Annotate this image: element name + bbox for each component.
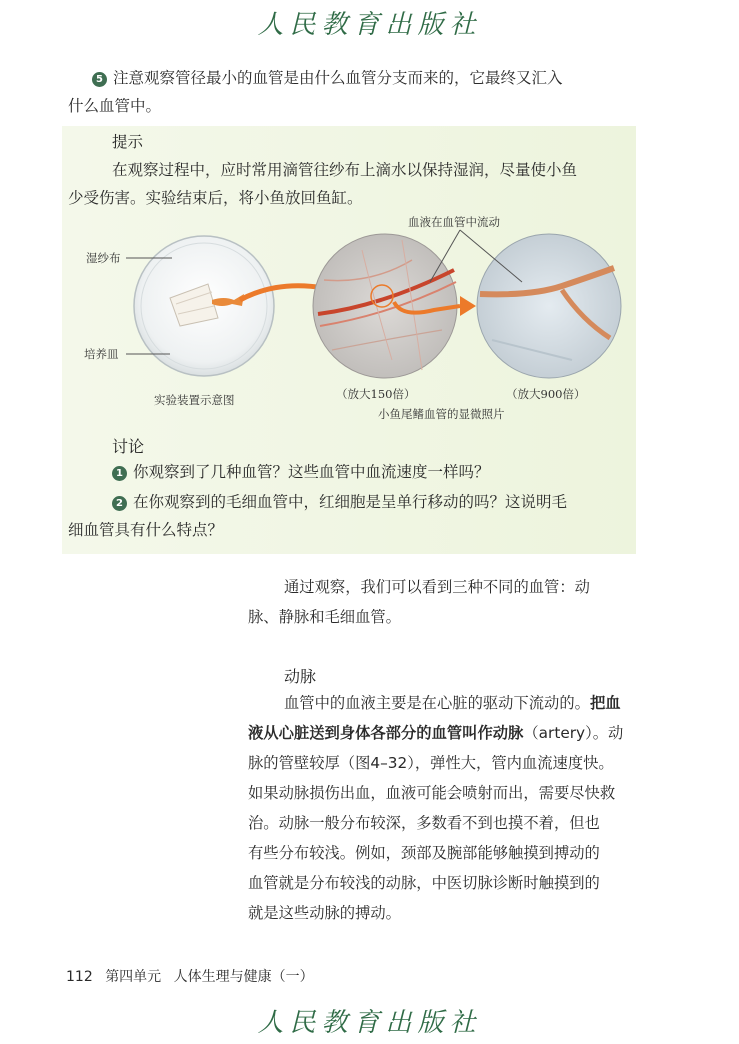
discussion-q1 xyxy=(112,458,490,486)
question-5-number: 5 xyxy=(92,72,107,87)
label-wet-gauze: 湿纱布 xyxy=(86,251,121,265)
caption-micrograph: 小鱼尾鳍血管的显微照片 xyxy=(378,407,505,421)
arrow-head-2 xyxy=(460,296,476,316)
publisher-logo-top: 人民教育出版社 xyxy=(257,10,482,40)
discussion-q1-number: 1 xyxy=(112,466,127,481)
discussion-q2-line2: 细血管具有什么特点？ xyxy=(68,521,224,539)
question-5-line1: 注意观察管径最小的血管是由什么血管分支而来的，它最终又汇入 xyxy=(113,69,563,87)
artery-line6: 有些分布较浅。例如，颈部及腕部能够触摸到搏动的 xyxy=(248,844,600,862)
artery-line1-bold: 把血 xyxy=(589,694,621,712)
artery-line4: 如果动脉损伤出血，血液可能会喷射而出，需要尽快救 xyxy=(248,784,616,802)
artery-line2-text: （artery）。动 xyxy=(523,724,624,742)
tips-line2: 少受伤害。实验结束后，将小鱼放回鱼缸。 xyxy=(68,189,363,207)
artery-line2 xyxy=(248,718,623,749)
micrograph-900x xyxy=(477,234,621,378)
artery-line1-text: 血管中的血液主要是在心脏的驱动下流动的。 xyxy=(284,694,590,712)
label-petri-dish: 培养皿 xyxy=(84,347,119,361)
caption-setup: 实验装置示意图 xyxy=(154,393,235,407)
artery-line1 xyxy=(284,688,621,719)
intro-line2: 脉、静脉和毛细血管。 xyxy=(248,608,401,626)
caption-magnify-150: （放大150倍） xyxy=(336,387,416,401)
caption-magnify-900: （放大900倍） xyxy=(506,387,586,401)
question-5-line2: 什么血管中。 xyxy=(68,97,162,115)
question-5 xyxy=(92,64,652,92)
tips-heading: 提示 xyxy=(112,133,144,151)
artery-line8: 就是这些动脉的搏动。 xyxy=(248,904,401,922)
label-blood-flow: 血液在血管中流动 xyxy=(408,215,500,229)
artery-definition: 液从心脏送到身体各部分的血管叫作动脉 xyxy=(248,724,524,742)
discussion-q1-text: 你观察到了几种血管？这些血管中血流速度一样吗？ xyxy=(133,463,490,481)
discussion-q2-line1: 在你观察到的毛细血管中，红细胞是呈单行移动的吗？这说明毛 xyxy=(133,493,568,511)
footer-title: 人体生理与健康（一） xyxy=(173,969,314,985)
tips-line1: 在观察过程中，应时常用滴管往纱布上滴水以保持湿润，尽量使小鱼 xyxy=(112,161,578,179)
artery-line5: 治。动脉一般分布较深，多数看不到也摸不着，但也 xyxy=(248,814,600,832)
discussion-heading: 讨论 xyxy=(112,437,145,456)
artery-line3: 脉的管壁较厚（图4–32），弹性大，管内血流速度快。 xyxy=(248,754,614,772)
discussion-q2-number: 2 xyxy=(112,496,127,511)
intro-line1: 通过观察，我们可以看到三种不同的血管：动 xyxy=(284,578,590,596)
footer-unit: 第四单元 xyxy=(105,969,162,985)
discussion-q2 xyxy=(112,488,567,516)
publisher-logo-bottom: 人民教育出版社 xyxy=(257,1008,482,1038)
page-footer xyxy=(66,966,314,986)
artery-heading: 动脉 xyxy=(284,667,317,686)
page-number: 112 xyxy=(66,969,93,985)
micrograph-150x xyxy=(313,234,457,378)
artery-line7: 血管就是分布较浅的动脉，中医切脉诊断时触摸到的 xyxy=(248,874,600,892)
